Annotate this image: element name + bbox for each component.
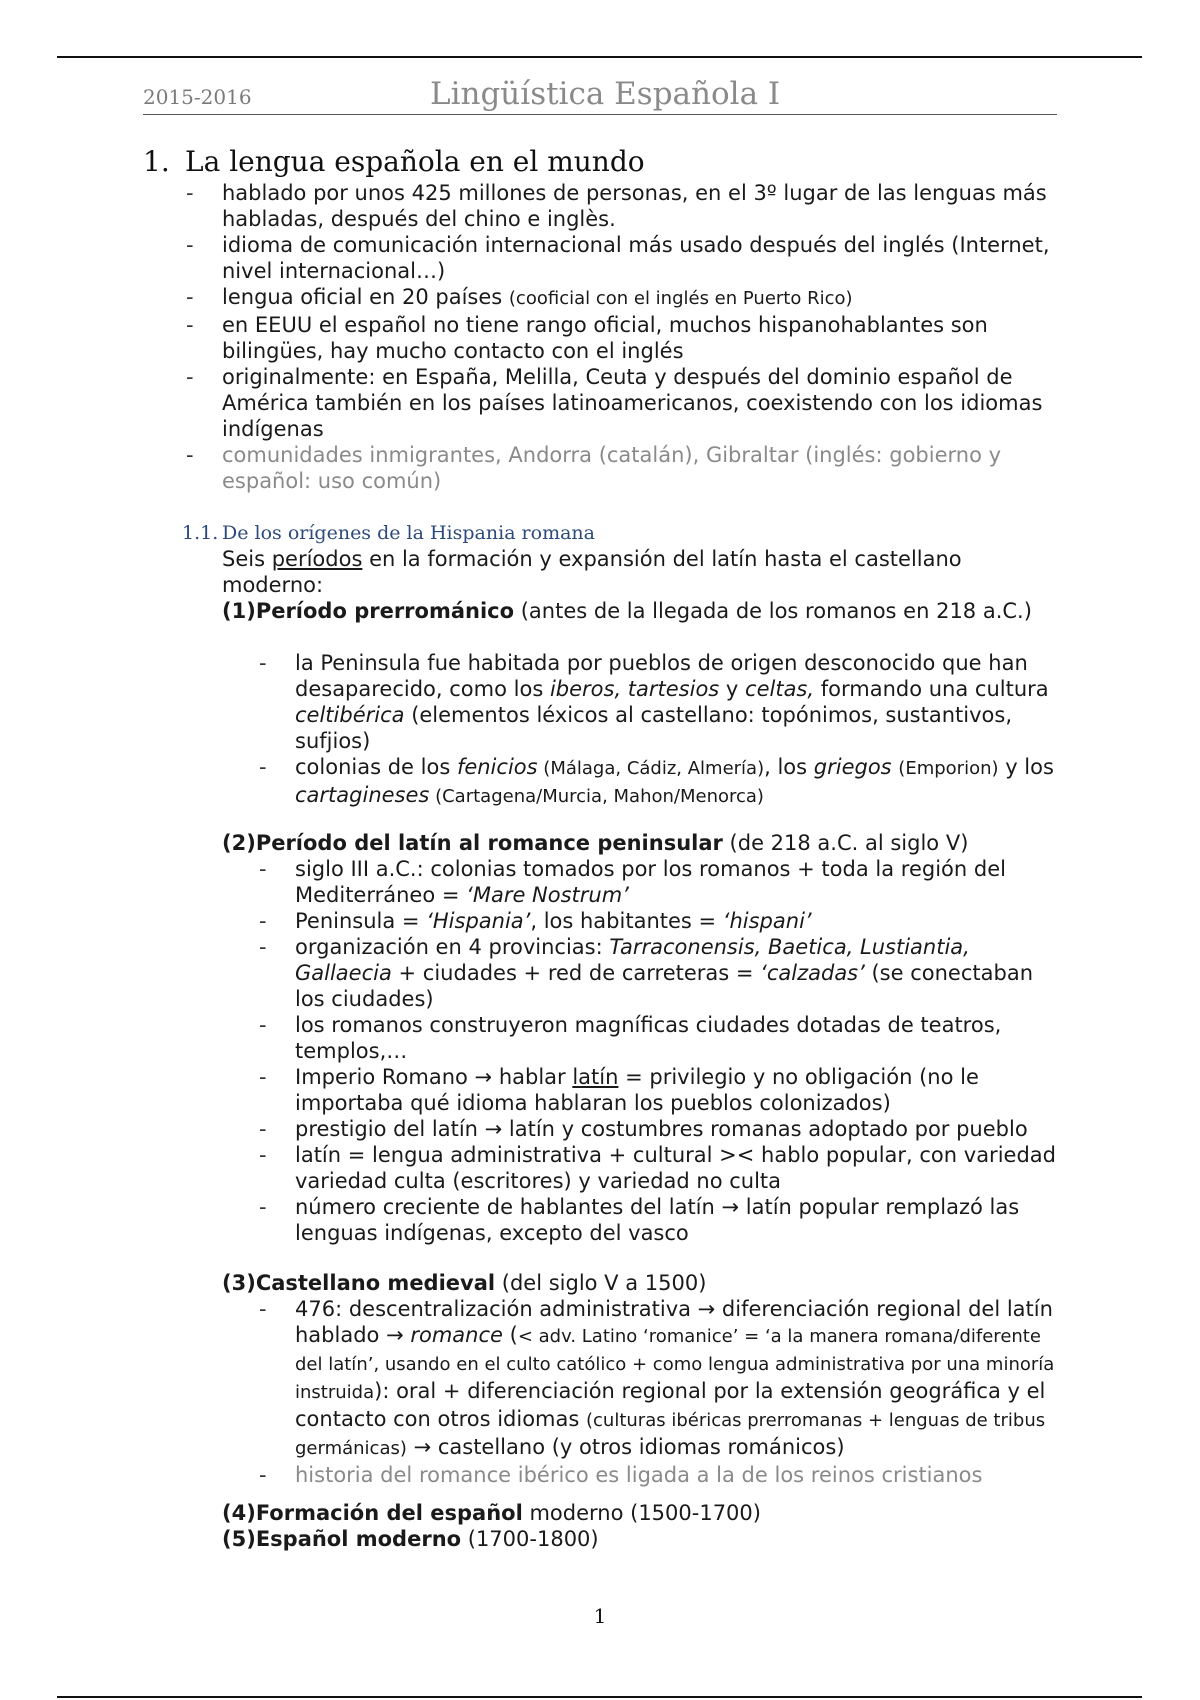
- period-1-heading: [222, 598, 1062, 624]
- list-item: [222, 232, 1062, 284]
- list-item: - colonias de los fenicios (Málaga, Cádiz, Almería), los griegos (Emporion) y los cartagineses (Cartagena/Murcia, Mahon/Menorca): [295, 754, 1065, 810]
- intro-text: en la formación y expansión del latín hasta el castellano moderno:: [222, 547, 962, 597]
- list-item: - historia del romance ibérico es ligada a la de los reinos cristianos: [295, 1462, 1065, 1488]
- list-item: - número creciente de hablantes del latín → latín popular remplazó las lenguas indígenas, excepto del vasco: [295, 1194, 1065, 1246]
- period-number: (4): [222, 1501, 256, 1525]
- list-item: [222, 364, 1062, 442]
- period-dates: (de 218 a.C. al siglo V): [722, 831, 969, 855]
- top-rule: [57, 56, 1142, 58]
- section-1-1-number: 1.1.: [182, 522, 219, 544]
- list-item: [222, 312, 1062, 364]
- list-item: - Imperio Romano → hablar latín = privilegio y no obligación (no le importaba qué idioma hablaran los pueblos colonizados): [295, 1064, 1065, 1116]
- section-1-list: [222, 180, 1062, 494]
- list-item: - los romanos construyeron magníficas ciudades dotadas de teatros, templos,…: [295, 1012, 1065, 1064]
- page-number: 1: [593, 1604, 607, 1628]
- list-item-text: en EEUU el español no tiene rango oficial, muchos hispanohablantes son bilingües, hay mucho contacto con el inglés: [222, 313, 988, 363]
- period-number: (2): [222, 831, 256, 855]
- bottom-rule: [57, 1696, 1142, 1698]
- period-title: Español moderno: [255, 1527, 462, 1551]
- intro-underlined: períodos: [271, 547, 363, 571]
- list-item: - latín = lengua administrativa + cultural >< hablo popular, con variedad variedad culta (escritores) y variedad no culta: [295, 1142, 1065, 1194]
- list-item: [222, 284, 1062, 312]
- section-1-1-title: De los orígenes de la Hispania romana: [222, 522, 595, 544]
- period-dates: (antes de la llegada de los romanos en 218 a.C.): [514, 599, 1032, 623]
- period-title: Formación del español: [255, 1501, 523, 1525]
- list-item-text: lengua oficial en 20 países: [222, 285, 509, 309]
- period-3-list: [295, 1296, 1065, 1488]
- header-year: 2015-2016: [143, 85, 252, 109]
- period-number: (3): [222, 1271, 256, 1295]
- list-item: - la Peninsula fue habitada por pueblos de origen desconocido que han desaparecido, como los iberos, tartesios y celtas, formando una cultura celtibérica (elementos léxicos al castellano: topónimos, sustantivos, sufjios): [295, 650, 1065, 754]
- list-item: - 476: descentralización administrativa → diferenciación regional del latín hablado → romance (< adv. Latino ‘romanice’ = ‘a la manera romana/diferente del latín’, usando en el culto católico + como lengua administrativa por una minoría instruida): oral + diferenciación regional por la extensión geográfica y el contacto con otros idiomas (culturas ibéricas prerromanas + lenguas de tribus germánicas) → castellano (y otros idiomas románicos): [295, 1296, 1065, 1462]
- period-2-heading: [222, 830, 1062, 856]
- period-5-heading: [222, 1526, 1062, 1552]
- period-4-heading: [222, 1500, 1062, 1526]
- list-item: [222, 442, 1062, 494]
- intro-text: Seis: [222, 547, 272, 571]
- list-item: - siglo III a.C.: colonias tomados por los romanos + toda la región del Mediterráneo = ‘Mare Nostrum’: [295, 856, 1065, 908]
- header-title: Lingüística Española I: [430, 76, 781, 112]
- period-title: Período prerrománico: [255, 599, 515, 623]
- list-item-text: idioma de comunicación internacional más usado después del inglés (Internet, nivel internacional…): [222, 233, 1050, 283]
- period-dates: (1700-1800): [461, 1527, 599, 1551]
- list-item-note: (cooficial con el inglés en Puerto Rico): [508, 288, 853, 309]
- period-2-list: [295, 856, 1065, 1246]
- list-item-text: comunidades inmigrantes, Andorra (catalán), Gibraltar (inglés: gobierno y español: uso común): [222, 443, 1002, 493]
- list-item: - organización en 4 provincias: Tarraconensis, Baetica, Lustiantia, Gallaecia + ciudades + red de carreteras = ‘calzadas’ (se conectaban los ciudades): [295, 934, 1065, 1012]
- list-item: [222, 180, 1062, 232]
- list-item: - Peninsula = ‘Hispania’, los habitantes = ‘hispani’: [295, 908, 1065, 934]
- list-item-text: originalmente: en España, Melilla, Ceuta y después del dominio español de América también en los países latinoamericanos, coexistendo con los idiomas indígenas: [222, 365, 1043, 441]
- period-number: (5): [222, 1527, 256, 1551]
- page-header: [143, 76, 1057, 115]
- period-number: (1): [222, 599, 256, 623]
- period-title: Período del latín al romance peninsular: [255, 831, 723, 855]
- section-1-heading: [143, 145, 645, 178]
- period-dates: moderno (1500-1700): [522, 1501, 761, 1525]
- section-1-1-heading: [182, 522, 595, 544]
- list-item-text: hablado por unos 425 millones de personas, en el 3º lugar de las lenguas más habladas, después del chino e inglès.: [222, 181, 1047, 231]
- section-1-number: 1.: [143, 145, 170, 178]
- period-3-heading: [222, 1270, 1062, 1296]
- period-1-list: [295, 650, 1065, 810]
- period-dates: (del siglo V a 1500): [495, 1271, 707, 1295]
- period-title: Castellano medieval: [255, 1271, 496, 1295]
- list-item: - prestigio del latín → latín y costumbres romanas adoptado por pueblo: [295, 1116, 1065, 1142]
- section-1-1-intro: [222, 546, 1062, 598]
- section-1-title: La lengua española en el mundo: [185, 145, 645, 178]
